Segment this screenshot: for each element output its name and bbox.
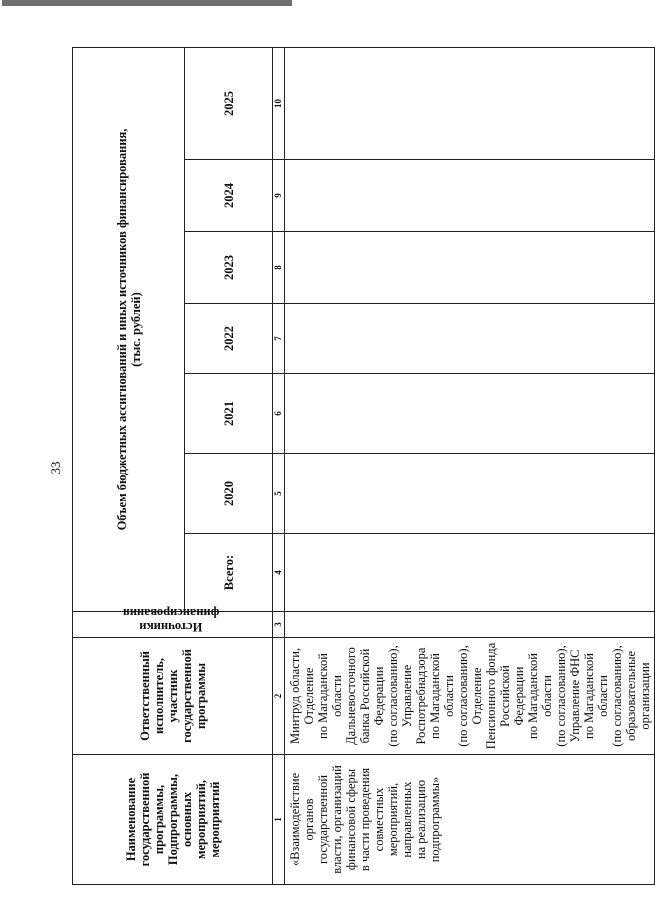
column-number-9: 9 — [273, 160, 285, 232]
column-number-2: 2 — [273, 638, 285, 755]
column-number-5: 5 — [273, 454, 285, 534]
cell-2024 — [285, 160, 655, 232]
cell-total — [285, 534, 655, 612]
cell-2022 — [285, 304, 655, 374]
cell-2021 — [285, 374, 655, 454]
header-measure-name — [73, 755, 273, 885]
column-number-8: 8 — [273, 232, 285, 304]
header-sources — [73, 606, 273, 638]
column-number-3: 3 — [273, 612, 285, 638]
cell-2025 — [285, 48, 655, 160]
header-year-2023: 2023 — [185, 232, 273, 304]
table-row — [285, 48, 655, 885]
header-responsible — [73, 638, 273, 755]
column-number-10: 10 — [273, 48, 285, 160]
column-number-6: 6 — [273, 374, 285, 454]
header-responsible-text: Ответственный исполнитель, участник государственной программы — [137, 649, 208, 743]
cell-responsible — [285, 638, 655, 755]
cell-source — [285, 612, 655, 638]
funding-table — [72, 47, 655, 885]
header-year-2021: 2021 — [185, 374, 273, 454]
column-number-4: 4 — [273, 534, 285, 612]
cell-responsible-text: Минтруд области, Отделение по Магаданской области Дальневосточного банка Российской Федерации (по согласованию), Управление Роспотребнадзора по Магаданской области (по согласованию), Отделение Пенсионного фонда Российской Федерации по Магаданской области (по согласованию), Управление ФНС по Магаданской области (по согласованию), образовательные организации — [288, 642, 652, 750]
cell-2020 — [285, 454, 655, 534]
table-rotated-wrapper — [72, 48, 652, 885]
header-sources-text: Источники финансирования — [122, 606, 220, 634]
header-year-total: Всего: — [185, 534, 273, 612]
header-measure-name-text: Наименование государственной программы, Подпрограммы, основных мероприятий, мероприятий — [123, 772, 222, 867]
header-year-2024: 2024 — [185, 160, 273, 232]
cell-2023 — [285, 232, 655, 304]
scan-artifact — [2, 0, 292, 6]
header-year-2022: 2022 — [185, 304, 273, 374]
header-year-2020: 2020 — [185, 454, 273, 534]
header-funding-group — [73, 48, 185, 612]
cell-measure — [285, 755, 655, 885]
header-year-2025: 2025 — [185, 48, 273, 160]
cell-measure-text: «Взаимодействие органов государственной власти, организаций финансовой сферы в части проведения совместных мероприятий, направленных на реализацию подпрограммы» — [288, 765, 442, 874]
page-number: 33 — [48, 461, 63, 475]
header-funding-group-text: Объем бюджетных ассигнований и иных источников финансирования, (тыс. рублей) — [114, 128, 143, 531]
column-number-7: 7 — [273, 304, 285, 374]
column-number-1: 1 — [273, 755, 285, 885]
